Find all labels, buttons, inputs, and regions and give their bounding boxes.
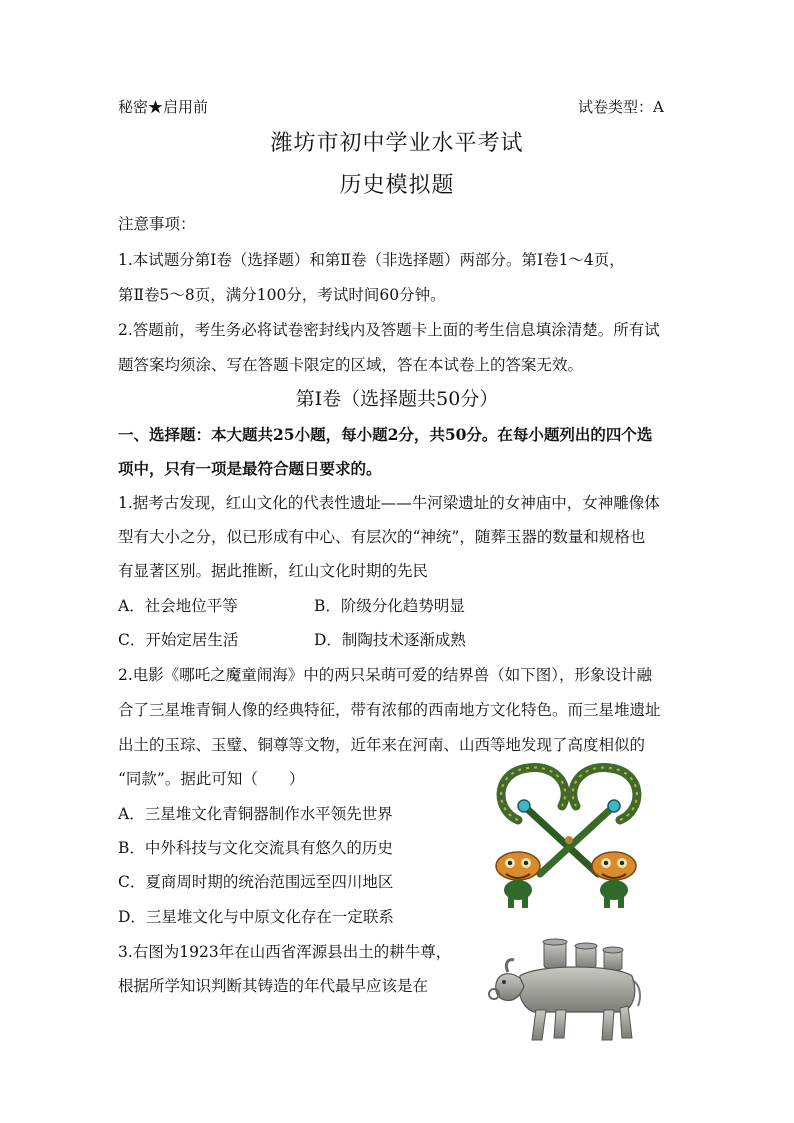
- question-2-text: “同款”。据此可知（ ）: [118, 770, 305, 788]
- notes-line: 第Ⅱ卷5～8页，满分100分，考试时间60分钟。: [118, 286, 446, 304]
- paper-type: 试卷类型：A: [578, 98, 664, 116]
- question-2-text: 合了三星堆青铜人像的经典特征，带有浓郁的西南地方文化特色。而三星堆遗址: [118, 701, 661, 719]
- q2-option-c: C．夏商周时期的统治范围远至四川地区: [118, 873, 394, 891]
- notes-line: 题答案均须涂、写在答题卡限定的区域，答在本试卷上的答案无效。: [118, 356, 584, 374]
- part-instructions: 一、选择题：本大题共25小题，每小题2分，共50分。在每小题列出的四个选: [118, 425, 653, 444]
- ox-zun-vessel-illustration: [486, 936, 646, 1046]
- notes-line: 1.本试题分第Ⅰ卷（选择题）和第Ⅱ卷（非选择题）两部分。第Ⅰ卷1～4页，: [118, 251, 625, 269]
- q2-option-a: A．三星堆文化青铜器制作水平领先世界: [118, 805, 393, 823]
- q1-option-c: C．开始定居生活: [118, 631, 239, 649]
- question-2-text: 2.电影《哪吒之魔童闹海》中的两只呆萌可爱的结界兽（如下图），形象设计融: [118, 666, 653, 684]
- q1-option-b: B．阶级分化趋势明显: [314, 597, 465, 615]
- q2-option-b: B．中外科技与文化交流具有悠久的历史: [118, 839, 393, 857]
- question-1-text: 1.据考古发现，红山文化的代表性遗址——牛河梁遗址的女神庙中，女神雕像体: [118, 494, 660, 512]
- exam-title: 潍坊市初中学业水平考试: [270, 131, 524, 156]
- section-heading: 第Ⅰ卷（选择题共50分）: [295, 388, 499, 410]
- barrier-beasts-illustration: [488, 762, 650, 912]
- question-3-text: 根据所学知识判断其铸造的年代最早应该是在: [118, 977, 429, 995]
- question-3-text: 3.右图为1923年在山西省浑源县出土的耕牛尊，: [118, 943, 452, 961]
- confidential-mark: 秘密★启用前: [118, 98, 209, 116]
- notes-line: 2.答题前，考生务必将试卷密封线内及答题卡上面的考生信息填涂清楚。所有试: [118, 321, 660, 339]
- exam-subtitle: 历史模拟题: [339, 173, 455, 198]
- q1-option-d: D．制陶技术逐渐成熟: [314, 631, 466, 649]
- question-1-text: 有显著区别。据此推断，红山文化时期的先民: [118, 562, 429, 580]
- notes-heading: 注意事项：: [118, 215, 196, 233]
- part-instructions: 项中，只有一项是最符合题日要求的。: [118, 459, 382, 478]
- question-1-text: 型有大小之分，似已形成有中心、有层次的“神统”，随葬玉器的数量和规格也: [118, 528, 646, 546]
- q2-option-d: D．三星堆文化与中原文化存在一定联系: [118, 908, 394, 926]
- q1-option-a: A．社会地位平等: [118, 597, 238, 615]
- question-2-text: 出土的玉琮、玉璧、铜尊等文物，近年来在河南、山西等地发现了高度相似的: [118, 736, 646, 754]
